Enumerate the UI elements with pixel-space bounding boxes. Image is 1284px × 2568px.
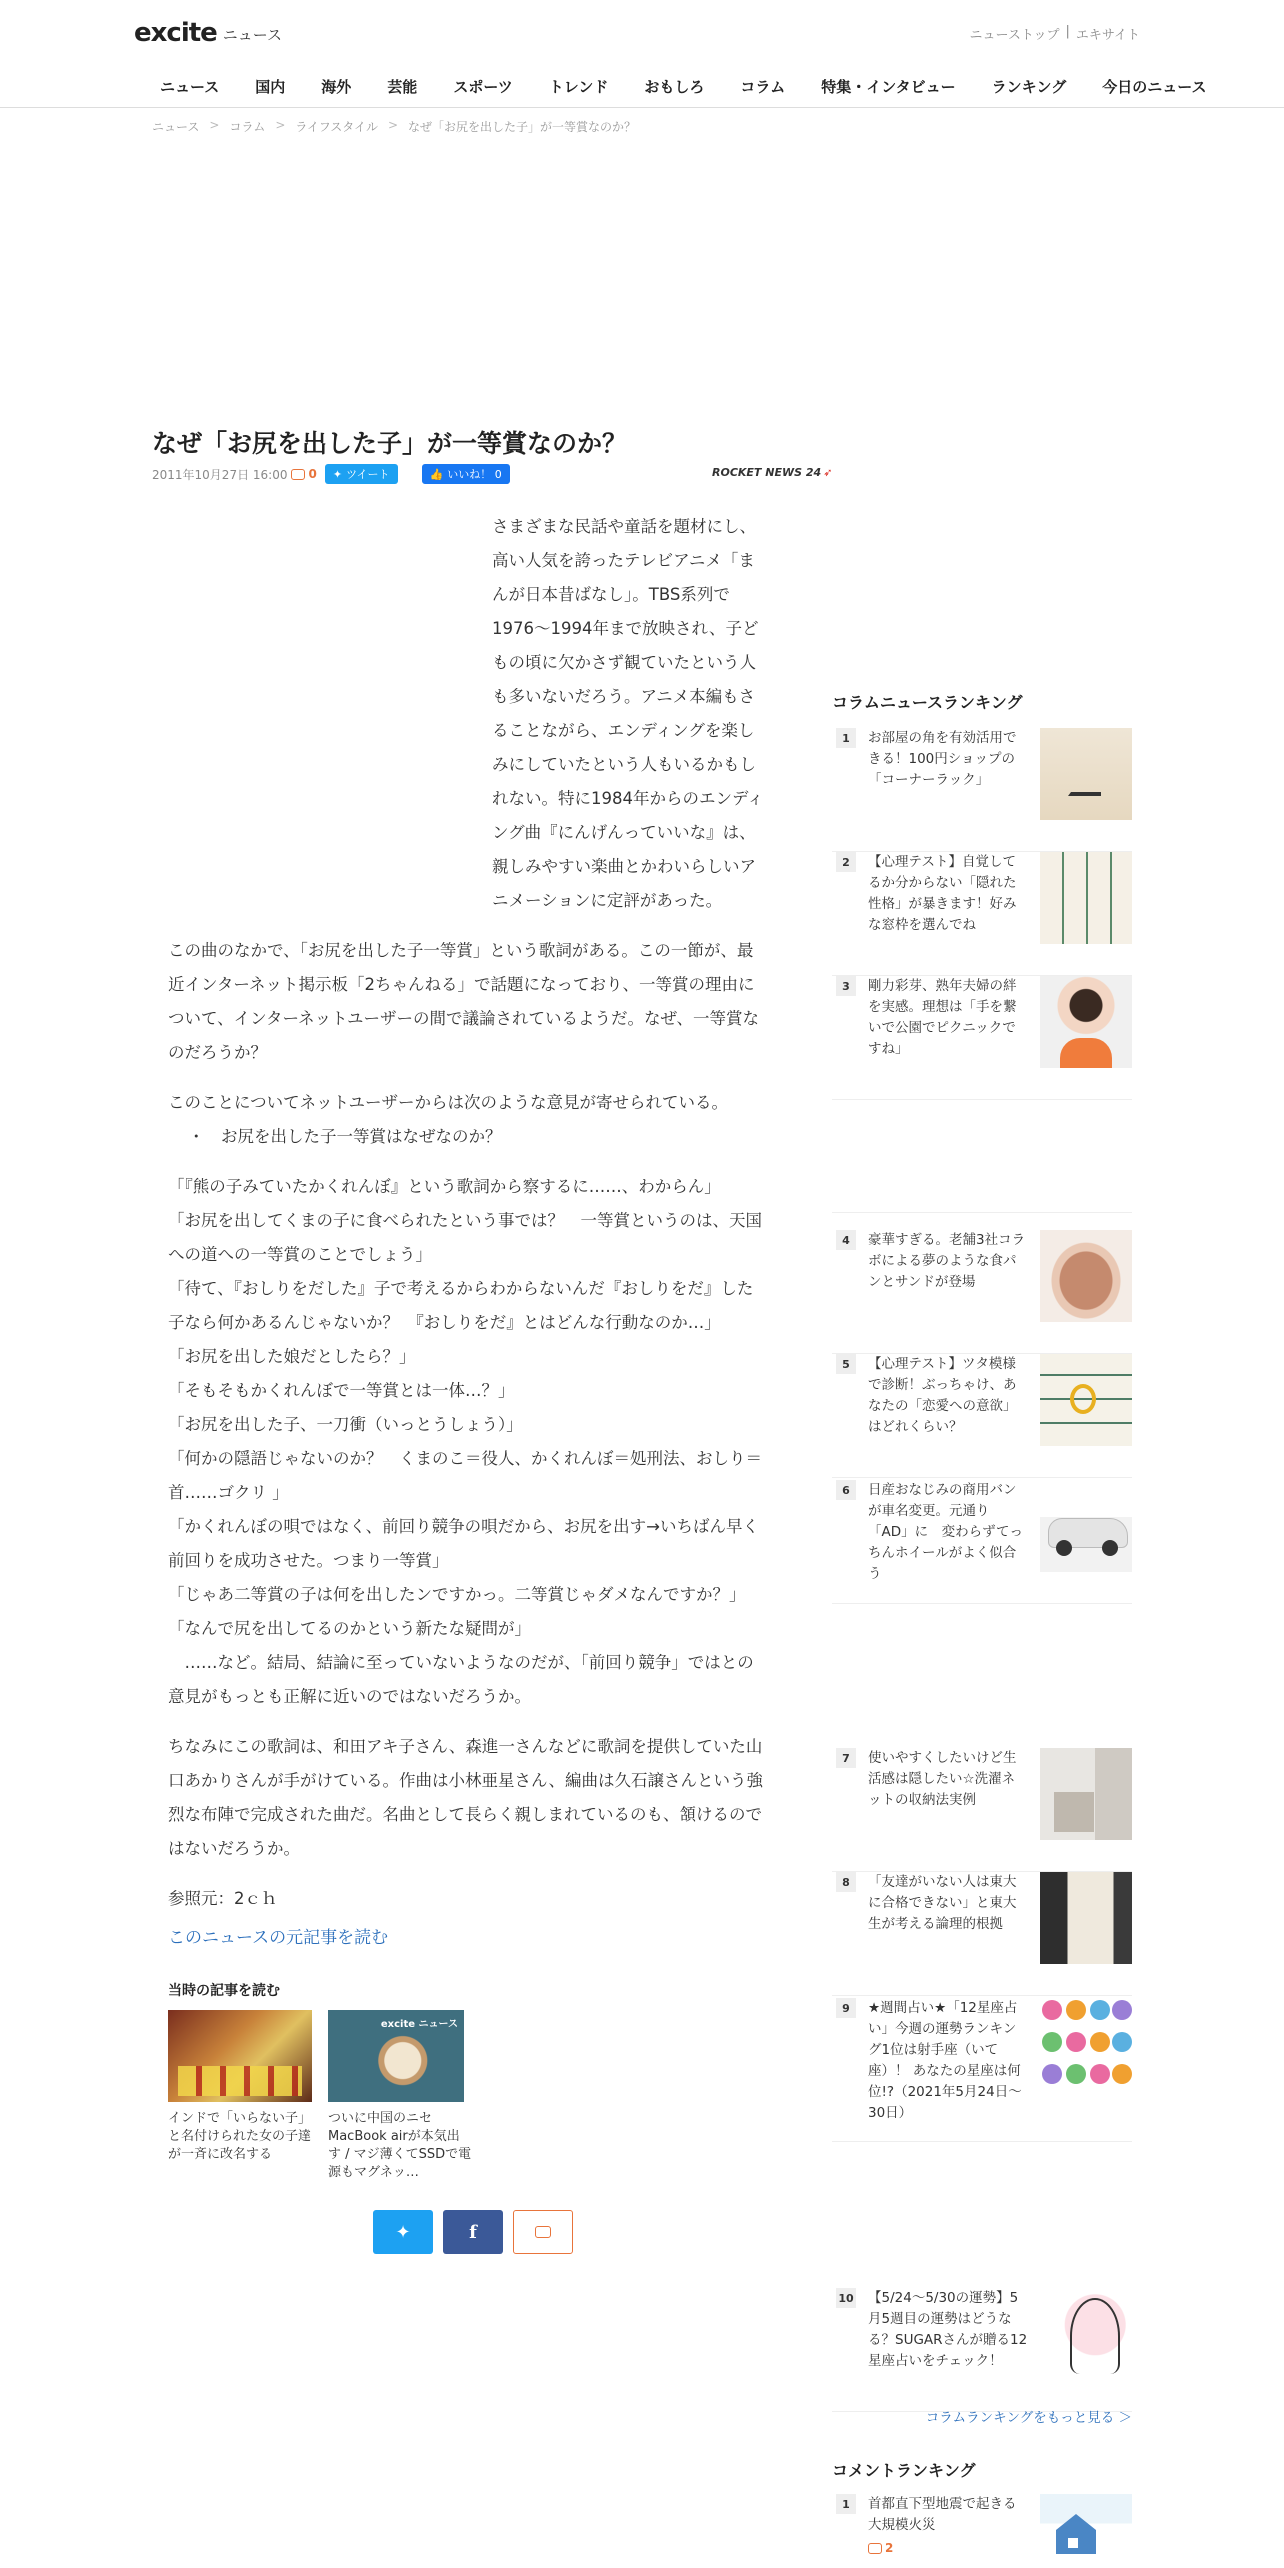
comment-icon xyxy=(868,2543,882,2554)
ranking-item[interactable] xyxy=(832,852,1132,976)
rank-text: 使いやすくしたいけど生活感は隠したい☆洗濯ネットの収納法実例 xyxy=(868,1750,1017,1808)
article-title: なぜ「お尻を出した子」が一等賞なのか？ xyxy=(152,429,628,458)
global-nav xyxy=(142,64,1224,108)
top-links xyxy=(970,24,1140,43)
ranking-thumbnail xyxy=(1040,728,1132,820)
ranking-thumbnail xyxy=(1040,1354,1132,1446)
quote-item: 「じゃあ二等賞の子は何を出したンですかっ。二等賞じゃダメなんですか？」 xyxy=(168,1585,746,1604)
rank-number: 5 xyxy=(836,1354,856,1374)
breadcrumb-sep: > xyxy=(387,118,399,132)
zodiac-icon xyxy=(1066,2064,1086,2084)
source-logo-text: ROCKET NEWS 24 xyxy=(712,466,822,479)
ranking-item[interactable] xyxy=(832,976,1132,1100)
ranking-thumbnail xyxy=(1040,1872,1132,1964)
related-thumbnail xyxy=(168,2010,312,2102)
ranking-item[interactable] xyxy=(832,2288,1132,2412)
excite-badge: excite ニュース xyxy=(380,2019,458,2030)
thumbs-up-icon: 👍 xyxy=(429,467,444,481)
comment-link[interactable] xyxy=(291,467,316,481)
article-date: 2011年10月27日 16:00 xyxy=(152,467,288,482)
ranking-item[interactable] xyxy=(832,728,1132,852)
nav-funny[interactable]: おもしろ xyxy=(644,77,705,96)
zodiac-icon xyxy=(1090,2032,1110,2052)
breadcrumb-sep: > xyxy=(275,118,286,132)
ranking-item[interactable] xyxy=(832,1354,1132,1478)
thumbnail-shape xyxy=(1056,1540,1072,1556)
breadcrumb xyxy=(152,118,636,135)
share-comment-button[interactable] xyxy=(513,2210,573,2254)
ranking-thumbnail xyxy=(1040,1230,1132,1322)
source-logo[interactable] xyxy=(712,466,832,479)
thumbnail-shape xyxy=(1102,1540,1118,1556)
ranking-thumbnail xyxy=(1040,1748,1132,1840)
share-bar xyxy=(373,2210,573,2254)
nav-entertainment[interactable]: 芸能 xyxy=(387,77,418,96)
ranking-item[interactable] xyxy=(832,1230,1132,1354)
rank-text: 【心理テスト】ツタ模様で診断！ぶっちゃけ、あなたの「恋愛への意欲」はどれくらい？ xyxy=(868,1356,1017,1435)
ranking-thumbnail xyxy=(1040,1480,1132,1572)
nav-trend[interactable]: トレンド xyxy=(548,77,609,96)
like-label: いいね！ 0 xyxy=(447,468,502,481)
related-item[interactable] xyxy=(328,2010,472,2182)
quote-item: 「何かの隠語じゃないのか？ くまのこ＝役人、かくれんぼ＝処刑法、おしり＝首……ゴクリ 」 xyxy=(168,1449,762,1502)
breadcrumb-column[interactable]: コラム xyxy=(229,120,266,134)
nav-ranking[interactable]: ランキング xyxy=(991,77,1067,96)
share-twitter-button[interactable] xyxy=(373,2210,433,2254)
zodiac-icon xyxy=(1042,2000,1062,2020)
ranking-item[interactable] xyxy=(832,1872,1132,1996)
related-thumbnail xyxy=(328,2010,464,2102)
logo-word: excite xyxy=(134,18,217,48)
like-button[interactable] xyxy=(422,464,510,484)
related-heading: 当時の記事を読む xyxy=(168,1983,280,1999)
zodiac-icon xyxy=(1066,2032,1086,2052)
thumbnail-shape xyxy=(1068,2538,1078,2548)
related-item-text: ついに中国のニセMacBook airが本気出す / マジ薄くてSSDで電源もマグネッ… xyxy=(328,2111,472,2180)
article-paragraph: ちなみにこの歌詞は、和田アキ子さん、森進一さんなどに歌詞を提供していた山口あかりさんが手がけている。作曲は小林亜星さん、編曲は久石譲さんという強烈な布陣で完成された曲だ。名曲として長らく親しまれているのも、頷けるのではないだろうか。 xyxy=(168,1737,763,1858)
tweet-button[interactable] xyxy=(325,464,398,484)
breadcrumb-current: なぜ「お尻を出した子」が一等賞なのか？ xyxy=(408,120,637,134)
comment-count: 0 xyxy=(308,467,317,481)
facebook-icon: f xyxy=(469,2221,477,2243)
comment-icon xyxy=(291,469,305,480)
rank-text: 「友達がいない人は東大に合格できない」と東大生が考える論理的根拠 xyxy=(868,1874,1017,1932)
comment-ranking-item[interactable] xyxy=(832,2494,1132,2568)
tweet-label: ツイート xyxy=(346,468,390,481)
thumbnail-shape xyxy=(1070,2298,1120,2374)
article-body xyxy=(168,510,768,1932)
rank-text: お部屋の角を有効活用できる！100円ショップの「コーナーラック」 xyxy=(868,730,1017,788)
quote-item: 「お尻を出した娘だとしたら？」 xyxy=(168,1347,416,1366)
nav-sports[interactable]: スポーツ xyxy=(453,77,513,96)
zodiac-icon xyxy=(1090,2000,1110,2020)
rank-number: 7 xyxy=(836,1748,856,1768)
rank-text: ★週間占い★「12星座占い」今週の運勢ランキング1位は射手座（いて座）！ あなたの星座は何位!?（2021年5月24日～30日） xyxy=(868,2000,1022,2121)
rank-text: 【5/24〜5/30の運勢】5月5週目の運勢はどうなる？SUGARさんが贈る12星座占いをチェック！ xyxy=(868,2290,1028,2369)
ranking-thumbnail xyxy=(1040,976,1132,1068)
article-paragraph: このことについてネットユーザーからは次のような意見が寄せられている。 xyxy=(168,1093,729,1112)
article-lead: さまざまな民話や童話を題材にし、高い人気を誇ったテレビアニメ「まんが日本昔ばなし」。TBS系列で1976～1994年まで放映され、子どもの頃に欠かさず観ていたという人も多いないだろう。アニメ本編もさることながら、エンディングを楽しみにしていたという人もいるかもしれない。特に1984年からのエンディング曲『にんげんっていいな』は、親しみやすい楽曲とかわいらしいアニメーションに定評があった。 xyxy=(492,517,764,910)
quote-item: 「そもそもかくれんぼで一等賞とは一体…？」 xyxy=(168,1381,515,1400)
zodiac-icon xyxy=(1066,2000,1086,2020)
ranking-item[interactable] xyxy=(832,1998,1132,2142)
rank-text: 【心理テスト】自覚してるか分からない「隠れた性格」が暴きます！好みな窓枠を選んでね xyxy=(868,854,1017,933)
nav-column[interactable]: コラム xyxy=(740,77,786,96)
related-item-text: インドで「いらない子」と名付けられた女の子達が一斉に改名する xyxy=(168,2111,312,2162)
divider xyxy=(832,1212,1132,1213)
rank-text: 日産おなじみの商用バンが車名変更。元通り「AD」に 変わらずてっちんホイールがよく似合う xyxy=(868,1482,1024,1582)
nav-today[interactable]: 今日のニュース xyxy=(1102,77,1207,96)
article-meta xyxy=(152,464,510,484)
article-paragraph: この曲のなかで、「お尻を出した子一等賞」という歌詞がある。この一節が、最近インターネット掲示板「2ちゃんねる」で話題になっており、一等賞の理由について、インターネットユーザーの間で議論されているようだ。なぜ、一等賞なのだろうか？ xyxy=(168,941,760,1062)
site-header xyxy=(0,0,1284,108)
thumbnail-shape xyxy=(1060,1038,1112,1068)
zodiac-icon xyxy=(1112,2000,1132,2020)
quote-item: 「待て、『おしりをだした』子で考えるからわからないんだ『おしりをだ』した子なら何かあるんじゃないか？ 『おしりをだ』とはどんな行動なのか…」 xyxy=(168,1279,754,1332)
top-link-sep: | xyxy=(1065,24,1070,39)
logo-sub: ニュース xyxy=(222,26,283,44)
breadcrumb-sep: > xyxy=(209,118,220,132)
nav-domestic[interactable]: 国内 xyxy=(255,77,286,96)
site-logo[interactable] xyxy=(134,14,282,48)
ranking-thumbnail xyxy=(1040,852,1132,944)
article-bullet: ・ お尻を出した子一等賞はなぜなのか？ xyxy=(188,1127,502,1146)
zodiac-icon xyxy=(1112,2064,1132,2084)
rank-number: 1 xyxy=(836,728,856,748)
quote-list xyxy=(168,1170,768,1646)
quote-item: 「かくれんぼの唄ではなく、前回り競争の唄だから、お尻を出す→いちばん早く前回りを成功させた。つまり一等賞」 xyxy=(168,1517,759,1570)
quote-item: 「なんで尻を出してるのかという新たな疑問が」 xyxy=(168,1619,531,1638)
breadcrumb-news[interactable]: ニュース xyxy=(152,120,200,134)
zodiac-icon xyxy=(1112,2032,1132,2052)
rank-number: 2 xyxy=(836,852,856,872)
rank-number: 10 xyxy=(836,2288,856,2308)
ranking-item[interactable] xyxy=(832,1480,1132,1604)
nav-world[interactable]: 海外 xyxy=(321,77,352,96)
comment-icon xyxy=(535,2226,551,2238)
more-ranking-link[interactable]: コラムランキングをもっと見る ＞ xyxy=(925,2410,1132,2426)
rank-number: 1 xyxy=(836,2494,856,2514)
column-ranking-heading: コラムニュースランキング xyxy=(832,693,1023,712)
rank-text-wrap xyxy=(868,2494,1028,2559)
rank-number: 8 xyxy=(836,1872,856,1892)
rank-text: 首都直下型地震で起きる大規模火災 xyxy=(868,2496,1017,2533)
rank-number: 4 xyxy=(836,1230,856,1250)
article-reference: 参照元：2ｃｈ xyxy=(168,1889,278,1908)
read-original-link[interactable]: このニュースの元記事を読む xyxy=(168,1928,389,1948)
thumbnail-shape xyxy=(1070,1384,1096,1414)
rank-text: 剛力彩芽、熟年夫婦の絆を実感。理想は「手を繋いで公園でピクニックですね」 xyxy=(868,978,1017,1057)
ranking-thumbnail xyxy=(1040,2494,1132,2568)
nav-news[interactable]: ニュース xyxy=(160,77,220,96)
rank-number: 9 xyxy=(836,1998,856,2018)
quote-item: 「お尻を出してくまの子に食べられたという事では？ 一等賞というのは、天国への道への一等賞のことでしょう」 xyxy=(168,1211,762,1264)
twitter-icon: ✦ xyxy=(395,2221,411,2243)
top-link-news[interactable]: ニューストップ xyxy=(969,28,1060,43)
zodiac-icon xyxy=(1090,2064,1110,2084)
quote-item: 「『熊の子みていたかくれんぼ』という歌詞から察するに……、わからん」 xyxy=(168,1177,721,1196)
article-paragraph: ……など。結局、結論に至っていないようなのだが、「前回り競争」ではとの意見がもっとも正解に近いのではないだろうか。 xyxy=(168,1653,754,1706)
comment-ranking-heading: コメントランキング xyxy=(832,2461,976,2480)
thumbnail-shape xyxy=(1054,1792,1094,1832)
house-icon xyxy=(1056,2514,1096,2554)
nav-feature[interactable]: 特集・インタビュー xyxy=(821,77,956,96)
related-list xyxy=(168,2010,472,2182)
rank-text: 豪華すぎる。老舗3社コラボによる夢のような食パンとサンドが登場 xyxy=(868,1232,1026,1290)
zodiac-icon xyxy=(1042,2032,1062,2052)
rocket-icon: ➶ xyxy=(823,466,833,479)
top-link-excite[interactable]: エキサイト xyxy=(1075,28,1140,43)
quote-item: 「お尻を出した子、一刀衝（いっとうしょう）」 xyxy=(168,1415,523,1434)
breadcrumb-lifestyle[interactable]: ライフスタイル xyxy=(295,120,378,134)
ranking-thumbnail xyxy=(1040,1998,1132,2090)
ranking-item[interactable] xyxy=(832,1748,1132,1872)
related-item[interactable] xyxy=(168,2010,312,2182)
comment-count-wrap xyxy=(868,2538,1028,2559)
zodiac-icon xyxy=(1042,2064,1062,2084)
rank-number: 6 xyxy=(836,1480,856,1500)
comment-count: 2 xyxy=(885,2541,894,2555)
twitter-icon: ✦ xyxy=(332,467,343,481)
share-facebook-button[interactable] xyxy=(443,2210,503,2254)
ranking-thumbnail xyxy=(1040,2288,1132,2380)
rank-number: 3 xyxy=(836,976,856,996)
